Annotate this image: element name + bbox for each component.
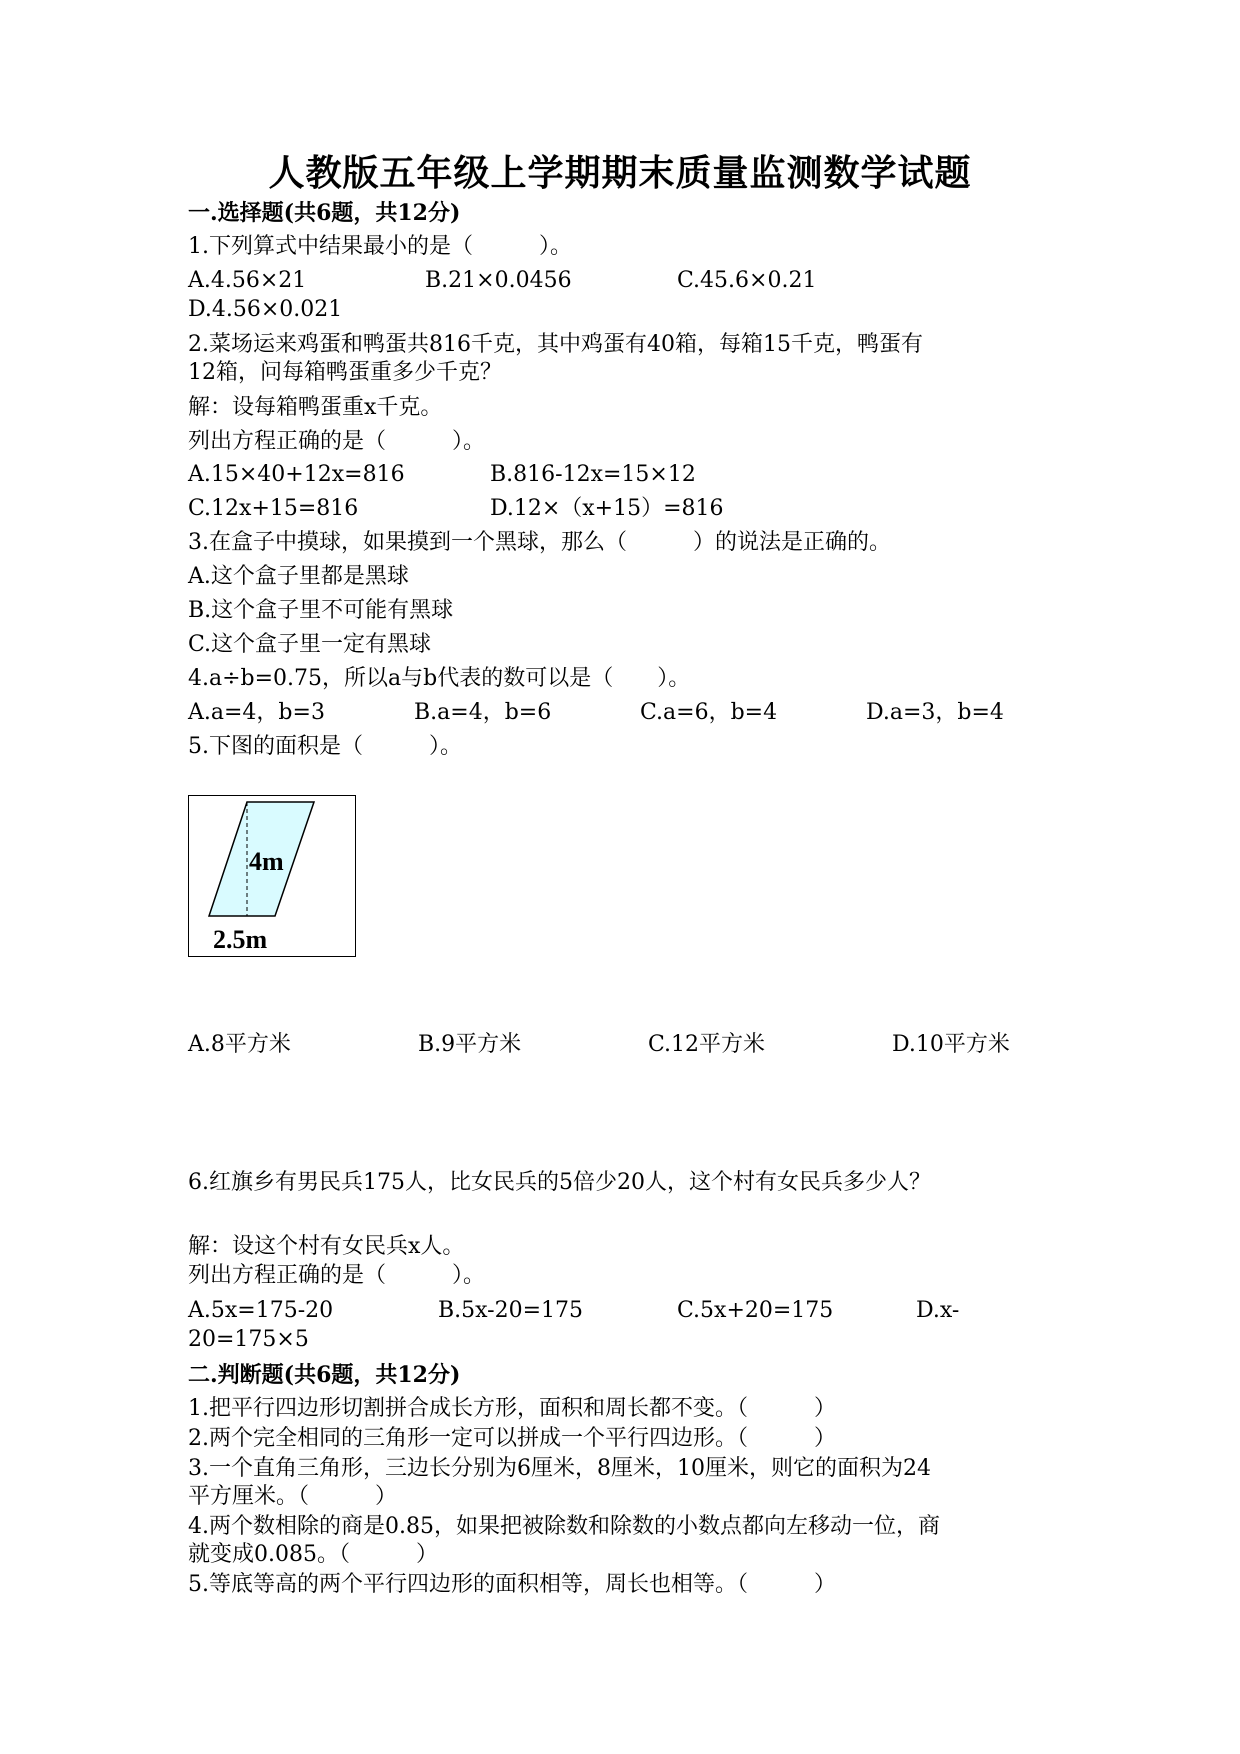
q3-option-c: C.这个盒子里一定有黑球 [188, 632, 432, 657]
judgement-item-4-line2: 就变成0.085。（ ） [188, 1542, 438, 1567]
q5-option-a: A.8平方米 [188, 1032, 291, 1057]
judgement-item-1: 1.把平行四边形切割拼合成长方形，面积和周长都不变。（ ） [188, 1396, 836, 1421]
q1-option-a: A.4.56×21 [188, 268, 307, 293]
judgement-item-3-line2: 平方厘米。（ ） [188, 1484, 398, 1509]
q4-option-a: A.a=4，b=3 [188, 700, 325, 725]
q6-option-a: A.5x=175-20 [188, 1298, 334, 1323]
question-6-ask: 列出方程正确的是（ ）。 [188, 1263, 486, 1288]
judgement-item-5: 5.等底等高的两个平行四边形的面积相等，周长也相等。（ ） [188, 1572, 836, 1597]
question-3: 3.在盒子中摸球，如果摸到一个黑球，那么（ ）的说法是正确的。 [188, 530, 891, 555]
base-label: 2.5m [213, 925, 268, 954]
question-6-solve: 解：设这个村有女民兵x人。 [188, 1234, 465, 1259]
q6-option-c: C.5x+20=175 [677, 1298, 834, 1323]
question-5: 5.下图的面积是（ ）。 [188, 734, 462, 759]
section-heading-choice: 一.选择题(共6题，共12分) [188, 200, 461, 226]
q4-option-c: C.a=6，b=4 [640, 700, 778, 725]
q5-option-c: C.12平方米 [648, 1032, 766, 1057]
q4-option-d: D.a=3，b=4 [866, 700, 1004, 725]
judgement-item-2: 2.两个完全相同的三角形一定可以拼成一个平行四边形。（ ） [188, 1426, 836, 1451]
q6-option-b: B.5x-20=175 [438, 1298, 584, 1323]
q1-option-c: C.45.6×0.21 [677, 268, 817, 293]
page-title: 人教版五年级上学期期末质量监测数学试题 [268, 152, 972, 194]
q2-option-d: D.12×（x+15）=816 [490, 496, 724, 521]
section-heading-judgement: 二.判断题(共6题，共12分) [188, 1362, 461, 1388]
q1-option-d: D.4.56×0.021 [188, 297, 343, 322]
question-4: 4.a÷b=0.75，所以a与b代表的数可以是（ ）。 [188, 666, 691, 691]
height-label: 4m [249, 847, 284, 876]
q5-option-d: D.10平方米 [892, 1032, 1010, 1057]
judgement-item-3-line1: 3.一个直角三角形，三边长分别为6厘米，8厘米，10厘米，则它的面积为24 [188, 1456, 931, 1481]
question-2-ask: 列出方程正确的是（ ）。 [188, 429, 486, 454]
q2-option-a: A.15×40+12x=816 [188, 462, 405, 487]
q2-option-c: C.12x+15=816 [188, 496, 359, 521]
question-1: 1.下列算式中结果最小的是（ ）。 [188, 234, 572, 259]
q2-option-b: B.816-12x=15×12 [490, 462, 696, 487]
q5-option-b: B.9平方米 [418, 1032, 522, 1057]
q3-option-b: B.这个盒子里不可能有黑球 [188, 598, 454, 623]
q1-option-b: B.21×0.0456 [425, 268, 572, 293]
q3-option-a: A.这个盒子里都是黑球 [188, 564, 409, 589]
q6-option-d-continued: 20=175×5 [188, 1327, 309, 1352]
question-2-line1: 2.菜场运来鸡蛋和鸭蛋共816千克，其中鸡蛋有40箱，每箱15千克，鸭蛋有 [188, 332, 923, 357]
question-2-solve: 解：设每箱鸭蛋重x千克。 [188, 395, 443, 420]
q4-option-b: B.a=4，b=6 [414, 700, 552, 725]
judgement-item-4-line1: 4.两个数相除的商是0.85，如果把被除数和除数的小数点都向左移动一位，商 [188, 1514, 940, 1539]
question-6: 6.红旗乡有男民兵175人，比女民兵的5倍少20人，这个村有女民兵多少人？ [188, 1170, 931, 1195]
q6-option-d: D.x- [916, 1298, 960, 1323]
question-2-line2: 12箱，问每箱鸭蛋重多少千克？ [188, 360, 502, 385]
parallelogram-figure [188, 795, 356, 957]
